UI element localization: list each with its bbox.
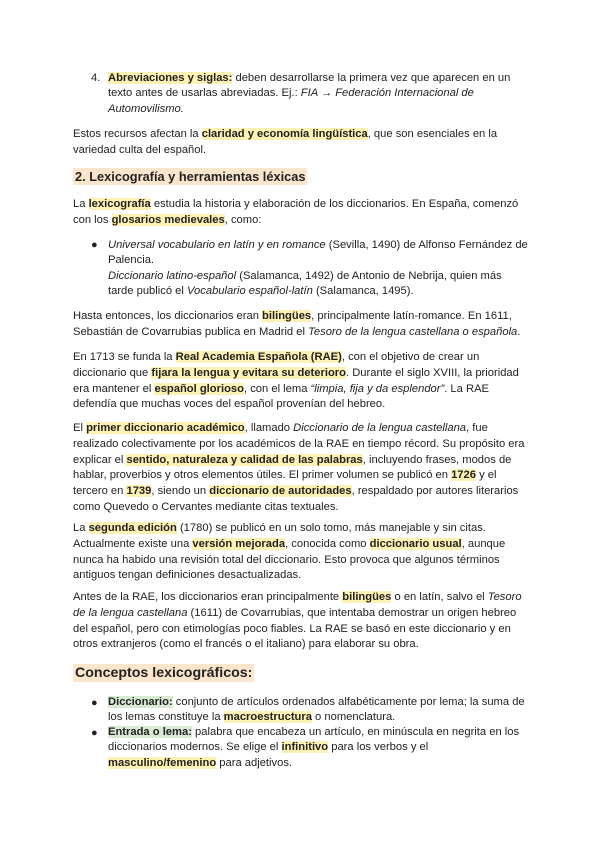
paragraph-primer-diccionario <box>73 421 528 516</box>
section-heading-lexicografia: 2. Lexicografía y herramientas léxicas <box>75 169 306 184</box>
paragraph-lexicografia <box>73 197 528 229</box>
italic-title: Diccionario latino-español <box>108 269 237 282</box>
highlight-term: fijara la lengua y evitara su deterioro <box>151 366 346 379</box>
text: , aunque nunca ha habido una revisión total del diccionario. Esto provoca que algunos términos antiguos tengan definiciones desactualizadas. <box>73 537 506 582</box>
italic-title: Diccionario de la lengua castellana <box>293 422 467 434</box>
text: o en latín, salvo el <box>391 591 488 603</box>
paragraph-segunda-edicion <box>73 521 528 584</box>
text: deben desarrollarse la primera vez que aparecen en un texto antes de usarlas abreviadas. Ej.: <box>108 72 511 100</box>
text: (1780) se publicó en un solo tomo, más manejable y sin citas. Actualmente existe una <box>73 522 486 550</box>
highlight-term: lexicografía <box>88 198 151 210</box>
highlight-term: masculino/femenino <box>108 756 217 769</box>
text: (Salamanca, 1495). <box>312 285 414 298</box>
highlight-term: Real Academia Española (RAE) <box>175 351 342 363</box>
bullet-icon: ● <box>91 239 98 251</box>
highlight-term-green: Diccionario: <box>108 696 173 708</box>
text: y el tercero en <box>73 469 497 498</box>
list-number: 4. <box>91 72 101 84</box>
italic-motto: “limpia, fija y da esplendor” <box>310 382 445 395</box>
highlight-term: segunda edición <box>88 522 177 534</box>
text: , fue realizado colectivamente por los académicos de la RAE en tiempo récord. Su propósito era explicar el <box>73 422 525 466</box>
paragraph-recursos <box>73 127 528 159</box>
highlight-term: Abreviaciones y siglas: <box>108 72 233 84</box>
highlight-term: diccionario usual <box>369 537 462 550</box>
text: En 1713 se funda la <box>73 351 176 363</box>
text: , conocida como <box>285 537 370 550</box>
italic-title: Tesoro de la lengua castellana o española <box>308 325 518 338</box>
highlight-term: sentido, naturaleza y calidad de las palabras <box>126 453 363 466</box>
text: El <box>73 422 87 434</box>
highlight-year: 1726 <box>451 469 476 482</box>
highlight-year: 1739 <box>126 485 152 498</box>
bullet-icon: ● <box>91 697 98 709</box>
section-heading-conceptos: Conceptos lexicográficos: <box>75 665 253 681</box>
text: , llamado <box>244 422 294 434</box>
paragraph-rae <box>73 350 528 413</box>
text: (Sevilla, 1490) de Alfonso Fernández de Palencia. <box>108 239 528 267</box>
text: (Salamanca, 1492) de Antonio de Nebrija, quien más tarde publicó el <box>108 269 502 298</box>
text: , con el lema <box>243 382 311 395</box>
list-item-glosarios <box>108 238 528 300</box>
text: conjunto de artículos ordenados alfabéticamente por lema; la suma de los lemas constituye la <box>108 696 525 724</box>
text: , con el objetivo de crear un diccionario que <box>73 351 480 379</box>
highlight-term: macroestructura <box>223 711 312 724</box>
highlight-term: glosarios medievales <box>111 213 225 226</box>
text: , principalmente latín-romance. En 1611, Sebastián de Covarrubias publica en Madrid el <box>73 310 512 338</box>
text: o nomenclatura. <box>311 711 396 724</box>
text: , que son esenciales en la variedad culta del español. <box>73 128 498 156</box>
text: La <box>73 198 89 210</box>
text: Hasta entonces, los diccionarios eran <box>73 310 263 322</box>
text: La <box>73 522 89 534</box>
list-item-entrada <box>108 725 528 771</box>
highlight-term-green: Entrada o lema: <box>108 726 192 738</box>
italic-title: Tesoro de la lengua castellana <box>73 591 522 619</box>
text: palabra que encabeza un artículo, en minúscula en negrita en los diccionarios modernos. Se elige el <box>108 726 520 754</box>
highlight-term: versión mejorada <box>192 537 286 550</box>
text: para los verbos y el <box>328 741 429 754</box>
text: Estos recursos afectan la <box>73 128 202 140</box>
text: estudia la historia y elaboración de los diccionarios. En España, comenzó con los <box>73 198 519 226</box>
text: , como: <box>224 213 262 226</box>
bullet-icon: ● <box>91 727 98 739</box>
highlight-term: diccionario de autoridades <box>209 485 352 498</box>
text: (1611) de Covarrubias, que intentaba demostrar un origen hebreo del español, pero con etimologías poco fiables. La RAE se basó en este diccionario y en otros extranjeros (como el francés o el italiano) para elaborar su obra. <box>73 606 517 651</box>
highlight-term: claridad y economía lingüística <box>201 128 368 140</box>
highlight-term: bilingües <box>262 310 312 322</box>
paragraph-bilingues <box>73 309 528 341</box>
highlight-term: infinitivo <box>281 741 329 754</box>
italic-title: Universal vocabulario en latín y en romance <box>108 239 326 251</box>
highlight-term: español glorioso <box>154 382 244 395</box>
list-item-diccionario <box>108 695 528 726</box>
text: para adjetivos. <box>216 756 293 769</box>
italic-title: Vocabulario español-latín <box>187 285 313 298</box>
text: , respaldado por autores literarios como Quevedo o Cervantes mediante citas textuales. <box>73 485 519 513</box>
highlight-term: bilingües <box>342 591 392 603</box>
paragraph-antes-rae <box>73 590 528 653</box>
text: . La RAE defendía que muchas voces del español provenían del hebreo. <box>73 382 489 411</box>
highlight-term: primer diccionario académico <box>86 422 245 434</box>
italic-example: FIA → Federación Internacional de Automovilismo. <box>108 87 474 115</box>
text: . <box>517 325 521 338</box>
text: , siendo un <box>151 485 210 498</box>
text: , incluyendo frases, modos de hablar, proverbios y otros elementos útiles. El primer volumen se publicó en <box>73 453 512 482</box>
list-item-abreviaciones <box>108 71 528 117</box>
text: Antes de la RAE, los diccionarios eran principalmente <box>73 591 343 603</box>
text: . Durante el siglo XVIII, la prioridad era mantener el <box>73 366 519 395</box>
